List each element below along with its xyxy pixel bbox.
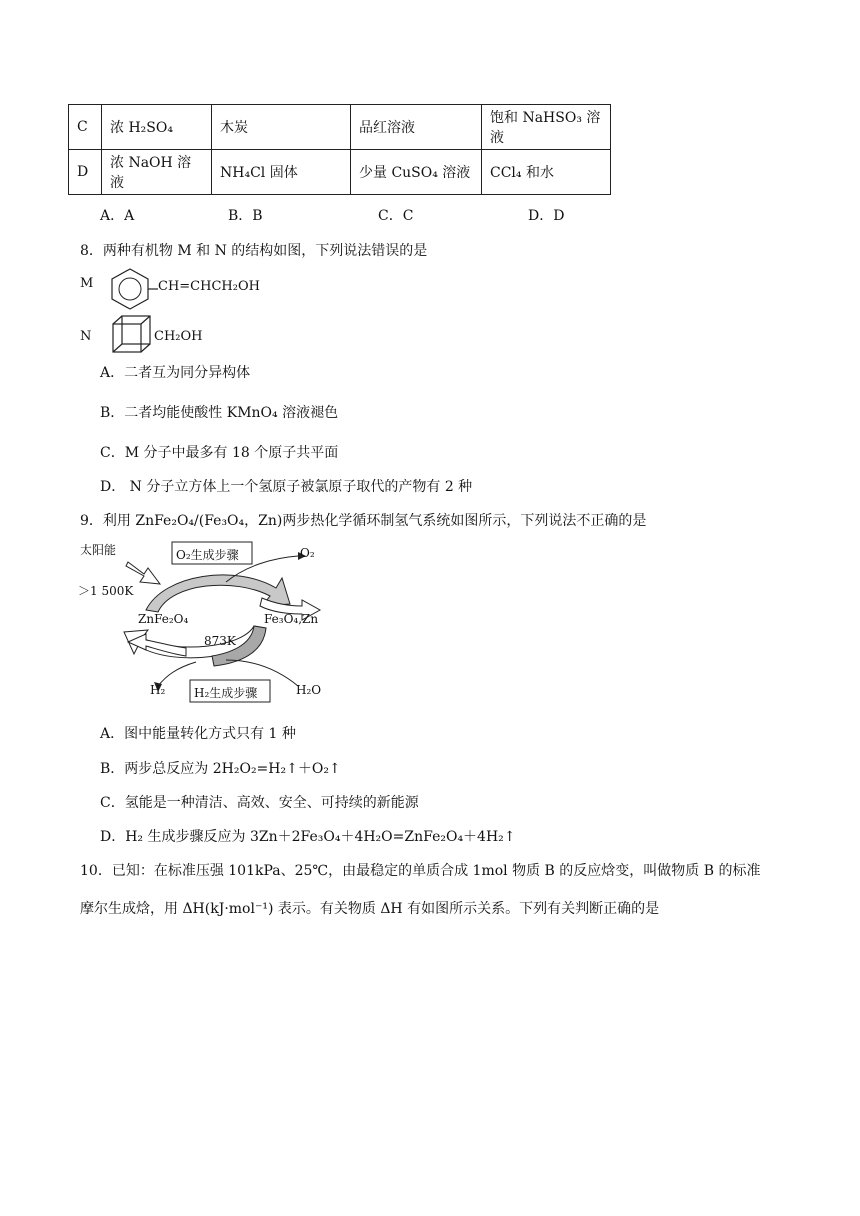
q8-choice-a[interactable]: A．二者互为同分异构体 xyxy=(100,365,251,381)
q8-choice-c[interactable]: C．M 分子中最多有 18 个原子共平面 xyxy=(100,445,339,461)
table-cell: 饱和 NaHSO₃ 溶液 xyxy=(482,105,611,150)
table-cell: CCl₄ 和水 xyxy=(482,150,611,195)
benzene-ring-structure xyxy=(100,266,160,310)
q9-choice-d[interactable]: D．H₂ 生成步骤反应为 3Zn＋2Fe₃O₄＋4H₂O=ZnFe₂O₄＋4H₂↑ xyxy=(100,829,516,845)
table-cell: 浓 NaOH 溶液 xyxy=(102,150,212,195)
q8-m-label: M xyxy=(80,276,94,291)
sun-arrow-icon xyxy=(126,562,160,584)
h2-step-label: H₂生成步骤 xyxy=(194,686,258,700)
table-cell: NH₄Cl 固体 xyxy=(212,150,351,195)
table-cell: C xyxy=(69,105,102,150)
q9-choice-a[interactable]: A．图中能量转化方式只有 1 种 xyxy=(100,726,296,742)
table-row xyxy=(69,105,611,150)
table-cell: D xyxy=(69,150,102,195)
table-cell: 品红溶液 xyxy=(351,105,482,150)
q9-choice-c[interactable]: C．氢能是一种清洁、高效、安全、可持续的新能源 xyxy=(100,795,419,811)
q8-choice-b[interactable]: B．二者均能使酸性 KMnO₄ 溶液褪色 xyxy=(100,405,339,421)
left-species-label: ZnFe₂O₄ xyxy=(138,612,189,626)
temp-low-label: 873K xyxy=(204,634,236,648)
q7-choice-b[interactable]: B．B xyxy=(228,208,263,224)
cubane-structure xyxy=(110,314,156,354)
q9-choice-b[interactable]: B．两步总反应为 2H₂O₂=H₂↑＋O₂↑ xyxy=(100,761,341,777)
q8-n-group: CH₂OH xyxy=(154,329,203,344)
options-table xyxy=(68,104,611,195)
table-cell: 浓 H₂SO₄ xyxy=(102,105,212,150)
o2-label: O₂ xyxy=(300,546,315,560)
q9-stem: 9．利用 ZnFe₂O₄/(Fe₃O₄，Zn)两步热化学循环制氢气系统如图所示，下列说法不正确的是 xyxy=(80,513,647,529)
q7-choice-d[interactable]: D．D xyxy=(528,208,565,224)
table-cell: 少量 CuSO₄ 溶液 xyxy=(351,150,482,195)
q7-choice-c[interactable]: C．C xyxy=(378,208,414,224)
o2-step-label: O₂生成步骤 xyxy=(176,548,239,562)
q8-choice-d[interactable]: D． N 分子立方体上一个氢原子被氯原子取代的产物有 2 种 xyxy=(100,479,473,495)
h2o-label: H₂O xyxy=(296,683,322,697)
q8-m-group: CH=CHCH₂OH xyxy=(158,279,260,294)
q10-line-2: 摩尔生成焓，用 ΔH(kJ·mol⁻¹) 表示。有关物质 ΔH 有如图所示关系。下列有关判断正确的是 xyxy=(80,901,660,917)
q8-n-label: N xyxy=(80,329,92,344)
q7-choice-a[interactable]: A．A xyxy=(100,208,135,224)
right-species-label: Fe₃O₄,Zn xyxy=(264,612,319,626)
temp-high-label: ＞1 500K xyxy=(78,584,134,598)
table-row xyxy=(69,150,611,195)
sun-label: 太阳能 xyxy=(80,543,117,557)
table-cell: 木炭 xyxy=(212,105,351,150)
h2-label: H₂ xyxy=(150,683,166,697)
q10-line-1: 10．已知：在标准压强 101kPa、25℃，由最稳定的单质合成 1mol 物质 B 的反应焓变，叫做物质 B 的标准 xyxy=(80,863,761,879)
q8-stem: 8．两种有机物 M 和 N 的结构如图，下列说法错误的是 xyxy=(80,243,428,259)
